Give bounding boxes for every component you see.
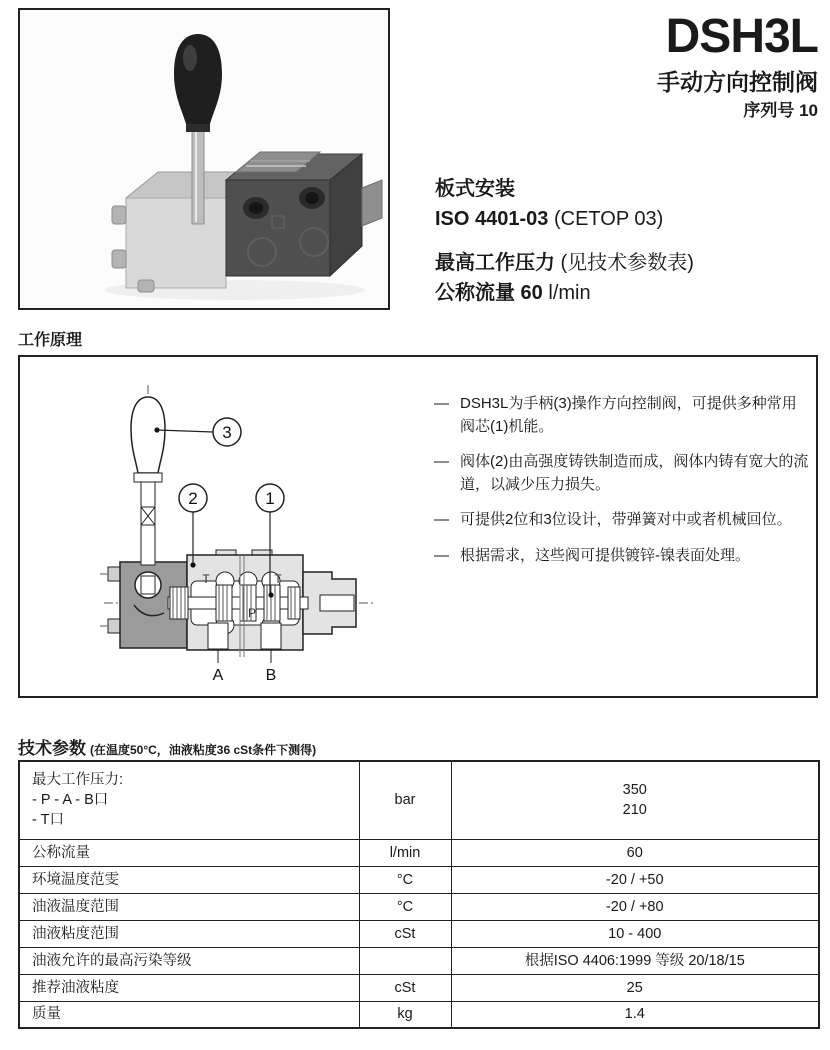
callout-2-label: 2	[188, 489, 198, 508]
bullet-dash: —	[434, 453, 449, 470]
tech-params-title: 技术参数	[18, 739, 86, 758]
port-t-right-label: T	[274, 572, 282, 586]
valve-port-plug-bottom	[112, 250, 126, 268]
param-label-line: 最大工作压力:	[32, 772, 124, 789]
param-unit-cell: cSt	[359, 974, 451, 1001]
param-label-line: 环境温度范雯	[32, 871, 119, 888]
param-label-line: 推荐油液粘度	[32, 979, 119, 996]
callout-2-dot	[190, 562, 195, 567]
tech-table-body	[19, 761, 819, 1028]
param-value-line: 1.4	[624, 1006, 645, 1023]
valve-port-plug-top	[112, 206, 126, 224]
param-unit-cell: bar	[359, 761, 451, 839]
param-label-cell	[19, 866, 359, 893]
product-subtitle: 手动方向控制阀	[657, 69, 818, 95]
spool-rod	[168, 597, 308, 609]
valve-port-plug-lower	[138, 280, 154, 292]
param-unit-cell: kg	[359, 1001, 451, 1028]
table-row	[19, 974, 819, 1001]
param-value-cell	[451, 893, 819, 920]
bullet-text: DSH3L为手柄(3)操作方向控制阀，可提供多种常用阀芯(1)机能。	[460, 395, 797, 435]
product-photo-frame	[18, 8, 390, 310]
table-row	[19, 1001, 819, 1028]
param-unit-cell: °C	[359, 893, 451, 920]
bullet-dash: —	[434, 546, 449, 564]
param-value-line: -20 / +50	[605, 871, 664, 888]
bullet-dash: —	[434, 395, 449, 412]
bullet-item	[434, 545, 810, 568]
param-label-line: 公称流量	[32, 844, 90, 861]
param-label-cell	[19, 920, 359, 947]
working-principle-heading: 工作原理	[18, 332, 83, 349]
end-cap-screw	[320, 595, 354, 611]
table-row	[19, 947, 819, 974]
table-row	[19, 761, 819, 839]
param-unit-cell	[359, 947, 451, 974]
param-label-line: 油液允许的最高污染等级	[32, 952, 192, 969]
mounting-standard: ISO 4401-03 (CETOP 03)	[435, 208, 664, 230]
mounting-hole-right-inner	[305, 192, 319, 204]
intro-specs	[435, 174, 694, 308]
table-row	[19, 893, 819, 920]
port-p-label: P	[247, 606, 257, 620]
param-unit-cell: cSt	[359, 920, 451, 947]
param-unit-cell: l/min	[359, 839, 451, 866]
mounting-hole-left-inner	[249, 202, 263, 214]
page-title: DSH3L	[665, 10, 818, 63]
left-port-stub-bottom	[108, 619, 120, 633]
spool-gland-right	[288, 587, 300, 619]
bullet-item	[434, 509, 810, 532]
param-value-cell	[451, 974, 819, 1001]
param-value-cell	[451, 947, 819, 974]
bullet-dash: —	[434, 511, 449, 528]
product-photo	[20, 10, 388, 308]
left-port-stub-top	[108, 567, 120, 581]
mounting-type: 板式安装	[435, 178, 515, 200]
lever-knob-highlight	[183, 45, 197, 71]
param-value-cell	[451, 1001, 819, 1028]
param-unit-cell: °C	[359, 866, 451, 893]
lever-knob-base	[134, 473, 162, 482]
param-value-line: -20 / +80	[605, 898, 664, 915]
lever-knob-collar	[186, 124, 210, 132]
bullet-text: 可提供2位和3位设计，带弹簧对中或者机械回位。	[460, 511, 792, 528]
bullet-item	[434, 393, 810, 438]
table-row	[19, 839, 819, 866]
param-label-cell	[19, 839, 359, 866]
lever-knob-outline	[131, 397, 165, 473]
lever-shaft	[192, 128, 204, 224]
port-b-label: B	[265, 667, 277, 684]
table-row	[19, 920, 819, 947]
working-principle-panel	[18, 355, 818, 698]
tech-params-heading	[18, 734, 316, 759]
param-label-line: 质量	[32, 1006, 61, 1023]
param-label-line: 油液粘度范围	[32, 925, 119, 942]
param-value-line: 60	[626, 844, 643, 861]
spool-land-3	[264, 585, 280, 621]
callout-3-label: 3	[222, 423, 232, 442]
callout-1-dot	[268, 592, 273, 597]
param-value-line: 10 - 400	[608, 925, 662, 942]
valve-connector	[362, 180, 382, 226]
param-value-line: 25	[626, 979, 643, 996]
max-pressure-line: 最高工作压力 (见技术参数表)	[435, 252, 694, 274]
bullet-item	[434, 451, 810, 496]
param-label-line: - P - A - B口	[32, 792, 109, 809]
param-label-line: 油液温度范围	[32, 898, 119, 915]
spool-land-1	[216, 585, 232, 621]
port-b-bore	[261, 623, 281, 649]
callout-1-label: 1	[265, 489, 275, 508]
port-a-bore	[208, 623, 228, 649]
series-number: 序列号 10	[743, 101, 818, 120]
param-value-cell	[451, 920, 819, 947]
feature-bullet-list	[434, 393, 810, 580]
port-a-label: A	[212, 667, 224, 684]
tech-params-note: (在温度50°C，油液粘度36 cSt条件下测得)	[90, 743, 317, 757]
param-label-cell	[19, 1001, 359, 1028]
param-value-line: 350	[622, 782, 647, 799]
param-value-line: 210	[622, 802, 647, 819]
bullet-text: 根据需求，这些阀可提供镀锌-镍表面处理。	[460, 546, 750, 564]
tech-params-table	[18, 760, 820, 1029]
valve-left-block-front	[126, 198, 226, 288]
param-label-cell	[19, 761, 359, 839]
param-value-cell	[451, 839, 819, 866]
param-value-line: 根据ISO 4406:1999 等级 20/18/15	[524, 952, 745, 969]
nominal-flow-line: 公称流量 60 l/min	[435, 282, 591, 304]
param-value-cell	[451, 866, 819, 893]
spool-gland-left	[170, 587, 188, 619]
param-label-line: - T口	[32, 812, 64, 829]
param-label-cell	[19, 947, 359, 974]
bullet-text: 阀体(2)由高强度铸铁制造而成，阀体内铸有宽大的流道，以减少压力损失。	[460, 453, 809, 493]
valve-section-diagram	[20, 357, 440, 696]
param-label-cell	[19, 974, 359, 1001]
table-row	[19, 866, 819, 893]
port-t-left-label: T	[202, 572, 210, 586]
lever-pivot-pin	[141, 576, 155, 594]
param-label-cell	[19, 893, 359, 920]
param-value-cell	[451, 761, 819, 839]
